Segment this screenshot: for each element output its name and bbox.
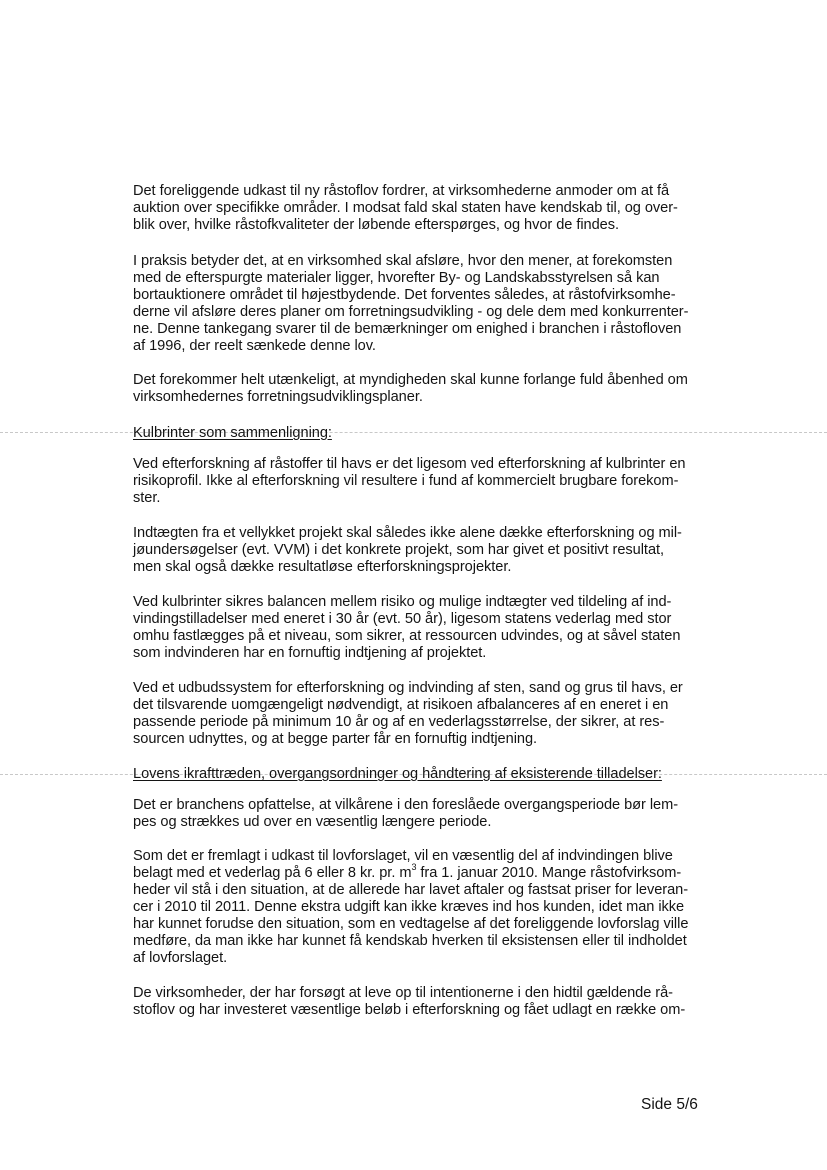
text-line: blik over, hvilke råstofkvaliteter der løbende efterspørges, og hvor de findes. — [133, 217, 619, 233]
text-line: pes og strækkes ud over en væsentlig længere periode. — [133, 814, 492, 830]
text-line: medføre, da man ikke har kunnet få kendskab hverken til eksistensen eller til indholdet — [133, 933, 687, 949]
text-line: jøundersøgelser (evt. VVM) i det konkrete projekt, som har givet et positivt resultat, — [133, 542, 665, 558]
text-line: Ved efterforskning af råstoffer til havs er det ligesom ved efterforskning af kulbrinter en — [133, 456, 686, 472]
text-line: virksomhedernes forretningsudviklingsplaner. — [133, 389, 423, 405]
text-line: ster. — [133, 490, 161, 506]
text-line: men skal også dække resultatløse efterforskningsprojekter. — [133, 559, 512, 575]
section-heading: Kulbrinter som sammenligning: — [133, 425, 332, 441]
text-line: vindingstilladelser med eneret i 30 år (evt. 50 år), ligesom statens vederlag med stor — [133, 611, 672, 627]
text-line: har kunnet forudse den situation, som en vedtagelse af det foreliggende lovforslag ville — [133, 916, 689, 932]
text-line: Det er branchens opfattelse, at vilkårene i den foreslåede overgangsperiode bør lem- — [133, 797, 678, 813]
section-heading: Lovens ikrafttræden, overgangsordninger og håndtering af eksisterende tilladelser: — [133, 766, 662, 782]
text-line: af 1996, der reelt sænkede denne lov. — [133, 338, 376, 354]
text-line: som indvinderen har en fornuftig indtjening af projektet. — [133, 645, 487, 661]
text-line: auktion over specifikke områder. I modsat fald skal staten have kendskab til, og over- — [133, 200, 678, 216]
text-segment: belagt med et vederlag på 6 eller 8 kr. pr. m — [133, 865, 412, 881]
text-line: Som det er fremlagt i udkast til lovforslaget, vil en væsentlig del af indvindingen blive — [133, 848, 673, 864]
text-line: Ved et udbudssystem for efterforskning og indvinding af sten, sand og grus til havs, er — [133, 680, 683, 696]
text-line: omhu fastlægges på et niveau, som sikrer, at ressourcen udvindes, og at såvel staten — [133, 628, 681, 644]
text-line: af lovforslaget. — [133, 950, 228, 966]
superscript: 3 — [411, 862, 417, 873]
text-line: Indtægten fra et vellykket projekt skal således ikke alene dække efterforskning og mil- — [133, 525, 682, 541]
text-line: Ved kulbrinter sikres balancen mellem risiko og mulige indtægter ved tildeling af ind- — [133, 594, 672, 610]
text-line: derne vil afsløre deres planer om forretningsudvikling - og dele dem med konkurrenter- — [133, 304, 689, 320]
text-line: det tilsvarende uomgængeligt nødvendigt, at risikoen afbalanceres af en eneret i en — [133, 697, 669, 713]
page-number: Side 5/6 — [641, 1096, 698, 1113]
text-line: stoflov og har investeret væsentlige beløb i efterforskning og fået udlagt en række om- — [133, 1002, 686, 1018]
text-line: passende periode på minimum 10 år og af en vederlagsstørrelse, der sikrer, at res- — [133, 714, 665, 730]
text-line: heder vil stå i den situation, at de allerede har lavet aftaler og fastsat priser for leveran- — [133, 882, 689, 898]
text-line: ne. Denne tankegang svarer til de bemærkninger om enighed i branchen i råstofloven — [133, 321, 682, 337]
text-line: bortauktionere området til højestbydende. Det forventes således, at råstofvirksomhe- — [133, 287, 676, 303]
text-line — [133, 862, 713, 882]
text-line: cer i 2010 til 2011. Denne ekstra udgift kan ikke kræves ind hos kunden, idet man ikke — [133, 899, 685, 915]
text-line: Det foreliggende udkast til ny råstoflov fordrer, at virksomhederne anmoder om at få — [133, 183, 670, 199]
text-line: Det forekommer helt utænkeligt, at myndigheden skal kunne forlange fuld åbenhed om — [133, 372, 688, 388]
text-line: I praksis betyder det, at en virksomhed skal afsløre, hvor den mener, at forekomsten — [133, 253, 673, 269]
text-line: sourcen udnyttes, og at begge parter får en fornuftig indtjening. — [133, 731, 538, 747]
text-segment: fra 1. januar 2010. Mange råstofvirksom- — [416, 865, 682, 881]
text-line: med de efterspurgte materialer ligger, hvorefter By- og Landskabsstyrelsen så kan — [133, 270, 660, 286]
text-line: risikoprofil. Ikke al efterforskning vil resultere i fund af kommercielt brugbare forekom- — [133, 473, 679, 489]
text-line: De virksomheder, der har forsøgt at leve op til intentionerne i den hidtil gældende rå- — [133, 985, 673, 1001]
